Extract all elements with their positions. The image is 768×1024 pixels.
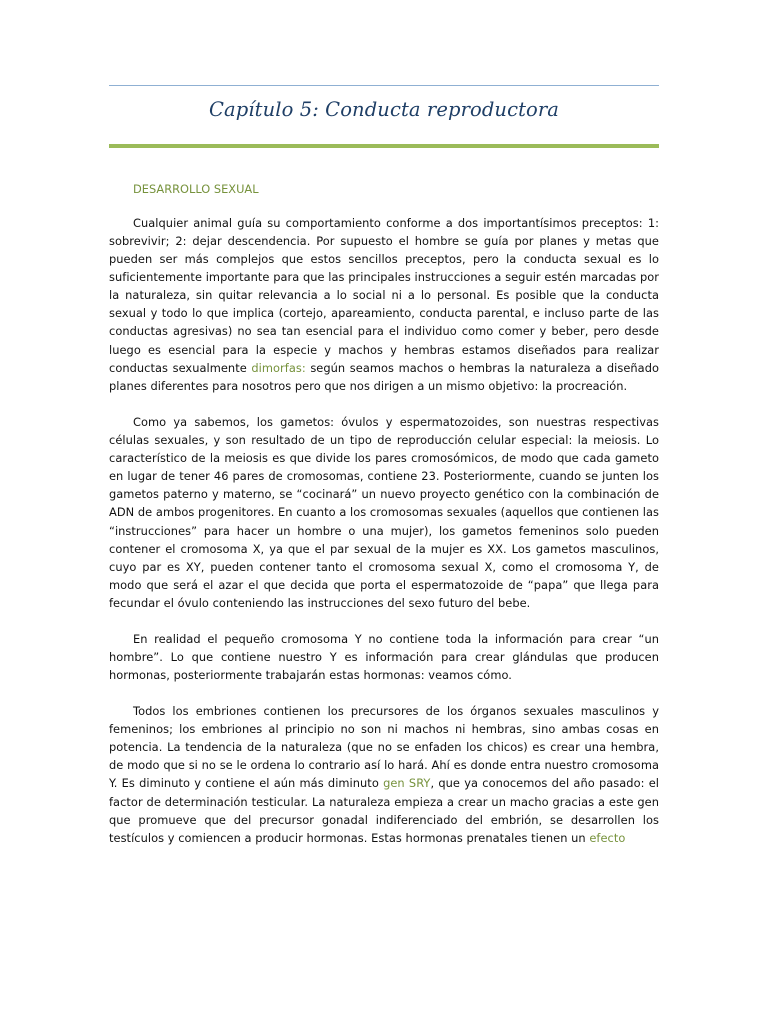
paragraph-1-text-b: según seamos machos o hembras la naturaleza a diseñado planes diferentes para nosotros pero que nos dirigen a un mismo objetivo: la procreación. [109,360,659,393]
paragraph-1-text-a: Cualquier animal guía su comportamiento conforme a dos importantísimos preceptos: 1: sobrevivir; 2: dejar descendencia. Por supuesto el hombre se guía por planes y metas que pueden ser más complejos que estos sencillos preceptos, pero la conducta sexual es lo suficientemente importante para que las principales instrucciones a seguir estén marcadas por la naturaleza, sin quitar relevancia a lo social ni a lo personal. Es posible que la conducta sexual y todo lo que implica (cortejo, apareamiento, conducta parental, e incluso parte de las conductas agresivas) no sea tan esencial para el individuo como comer y beber, pero desde luego es esencial para la especie y machos y hembras estamos diseñados para realizar conductas sexualmente [109,215,659,375]
chapter-title: Capítulo 5: Conducta reproductora [208,98,560,121]
bottom-green-rule [109,144,659,148]
document-body [109,180,659,865]
document-page [109,0,659,1024]
paragraph-4 [109,702,659,847]
paragraph-2-text: Como ya sabemos, los gametos: óvulos y espermatozoides, son nuestras respectivas células sexuales, y son resultado de un tipo de reproducción celular especial: la meiosis. Lo característico de la meiosis es que divide los pares cromosómicos, de modo que cada gameto en lugar de tener 46 pares de cromosomas, contiene 23. Posteriormente, cuando se junten los gametos paterno y materno, se “cocinará” un nuevo proyecto genético con la combinación de ADN de ambos progenitores. En cuanto a los cromosomas sexuales (aquellos que contienen las “instrucciones” para hacer un hombre o una mujer), los gametos femeninos solo pueden contener el cromosoma X, ya que el par sexual de la mujer es XX. Los gametos masculinos, cuyo par es XY, pueden contener tanto el cromosoma sexual X, como el cromosoma Y, de modo que será el azar el que decida que porta el espermatozoide de “papa” que llega para fecundar el óvulo conteniendo las instrucciones del sexo futuro del bebe. [109,414,659,611]
highlight-dimorfas: dimorfas: [251,360,306,375]
highlight-gen-sry: gen SRY [383,776,431,791]
paragraph-1 [109,214,659,396]
paragraph-2 [109,413,659,613]
top-blue-rule [109,85,659,86]
highlight-efecto: efecto [589,830,626,845]
paragraph-3 [109,630,659,684]
paragraph-3-text: En realidad el pequeño cromosoma Y no contiene toda la información para crear “un hombre”. Lo que contiene nuestro Y es información para crear glándulas que producen hormonas, posteriormente trabajarán estas hormonas: veamos cómo. [109,631,659,683]
section-heading: DESARROLLO SEXUAL [133,182,259,196]
paragraph-4-text-b: , que ya conocemos del año pasado: el factor de determinación testicular. La naturaleza empieza a crear un macho gracias a este gen que promueve que del precursor gonadal indiferenciado del embrión, se desarrollen los testículos y comiencen a producir hormonas. Estas hormonas prenatales tienen un [109,776,659,845]
paragraph-4-text-a: Todos los embriones contienen los precursores de los órganos sexuales masculinos y femeninos; los embriones al principio no son ni machos ni hembras, sino ambas cosas en potencia. La tendencia de la naturaleza (que no se enfaden los chicos) es crear una hembra, de modo que si no se le ordena lo contrario así lo hará. Ahí es donde entra nuestro cromosoma Y. Es diminuto y contiene el aún más diminuto [109,703,659,791]
